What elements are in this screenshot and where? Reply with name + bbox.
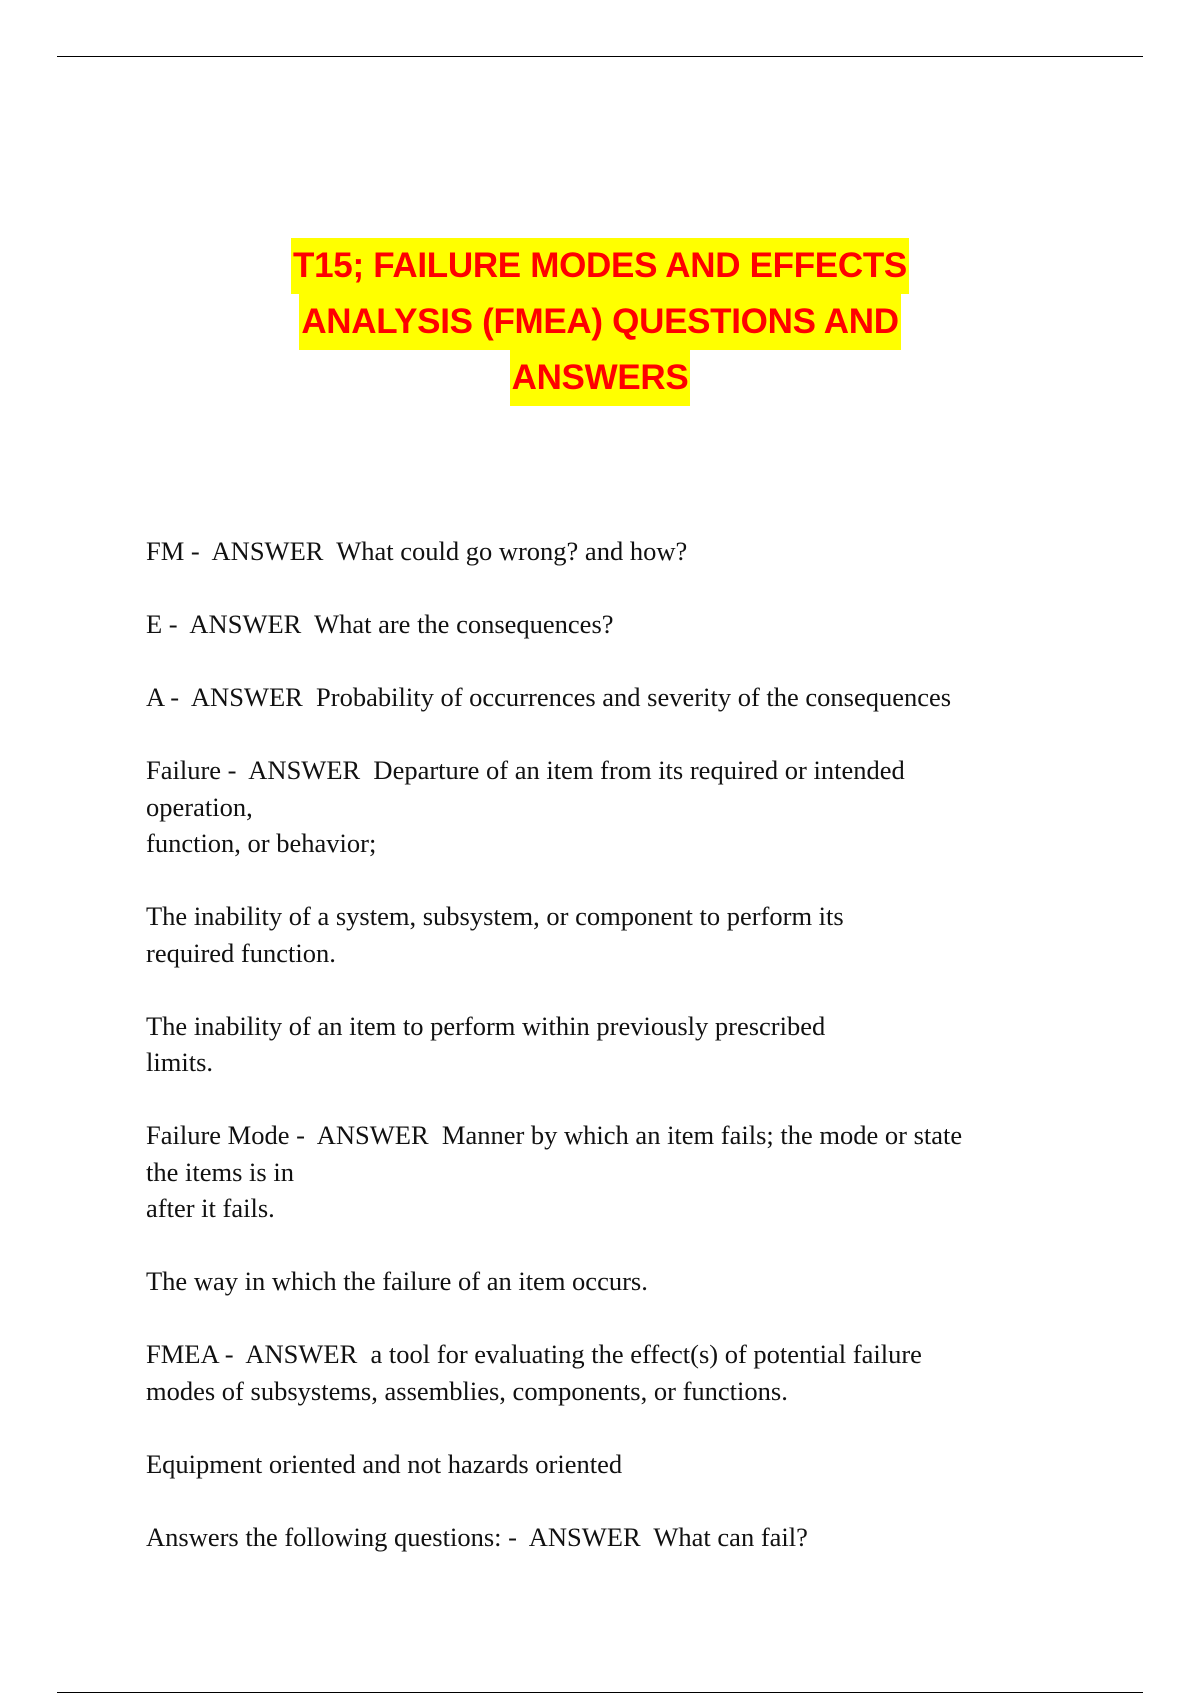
paragraph-line: A - ANSWER Probability of occurrences and severity of the consequences [146, 682, 952, 712]
title-line: ANALYSIS (FMEA) QUESTIONS AND [299, 294, 900, 350]
paragraph-line: the items is in [146, 1156, 294, 1187]
qa-paragraph [146, 1008, 1046, 1081]
paragraph-line: The inability of an item to perform within previously prescribed [146, 1010, 826, 1041]
qa-paragraph [146, 898, 1046, 971]
qa-paragraph [146, 752, 1046, 862]
paragraph-line: modes of subsystems, assemblies, components, or functions. [146, 1375, 788, 1406]
title-line: T15; FAILURE MODES AND EFFECTS [291, 238, 909, 294]
bottom-rule [57, 1692, 1143, 1693]
document-title [0, 238, 1200, 406]
qa-paragraph [146, 1519, 1046, 1556]
paragraph-line: after it fails. [146, 1193, 275, 1223]
paragraph-line: limits. [146, 1047, 214, 1077]
paragraph-line: FM - ANSWER What could go wrong? and how? [146, 536, 688, 566]
paragraph-line: operation, [146, 791, 253, 822]
paragraph-line: Failure - ANSWER Departure of an item from its required or intended [146, 755, 905, 785]
qa-paragraph [146, 606, 1046, 643]
qa-paragraph [146, 1446, 1046, 1483]
qa-paragraph [146, 1336, 1046, 1409]
paragraph-line: E - ANSWER What are the consequences? [146, 609, 614, 639]
qa-paragraph [146, 533, 1046, 570]
paragraph-line: Failure Mode - ANSWER Manner by which an item fails; the mode or state [146, 1120, 963, 1150]
title-line: ANSWERS [510, 350, 691, 406]
qa-paragraph [146, 1263, 1046, 1300]
qa-paragraph [146, 1117, 1046, 1227]
paragraph-line: The way in which the failure of an item occurs. [146, 1266, 648, 1296]
paragraph-line: FMEA - ANSWER a tool for evaluating the effect(s) of potential failure [146, 1339, 922, 1369]
qa-paragraph [146, 679, 1046, 716]
top-rule [57, 56, 1143, 57]
paragraph-line: Equipment oriented and not hazards oriented [146, 1448, 623, 1479]
paragraph-line: required function. [146, 937, 336, 968]
paragraph-line: The inability of a system, subsystem, or component to perform its [146, 901, 844, 931]
paragraph-line: function, or behavior; [146, 828, 377, 858]
paragraph-line: Answers the following questions: - ANSWER What can fail? [146, 1521, 808, 1552]
qa-content [146, 533, 1046, 1592]
